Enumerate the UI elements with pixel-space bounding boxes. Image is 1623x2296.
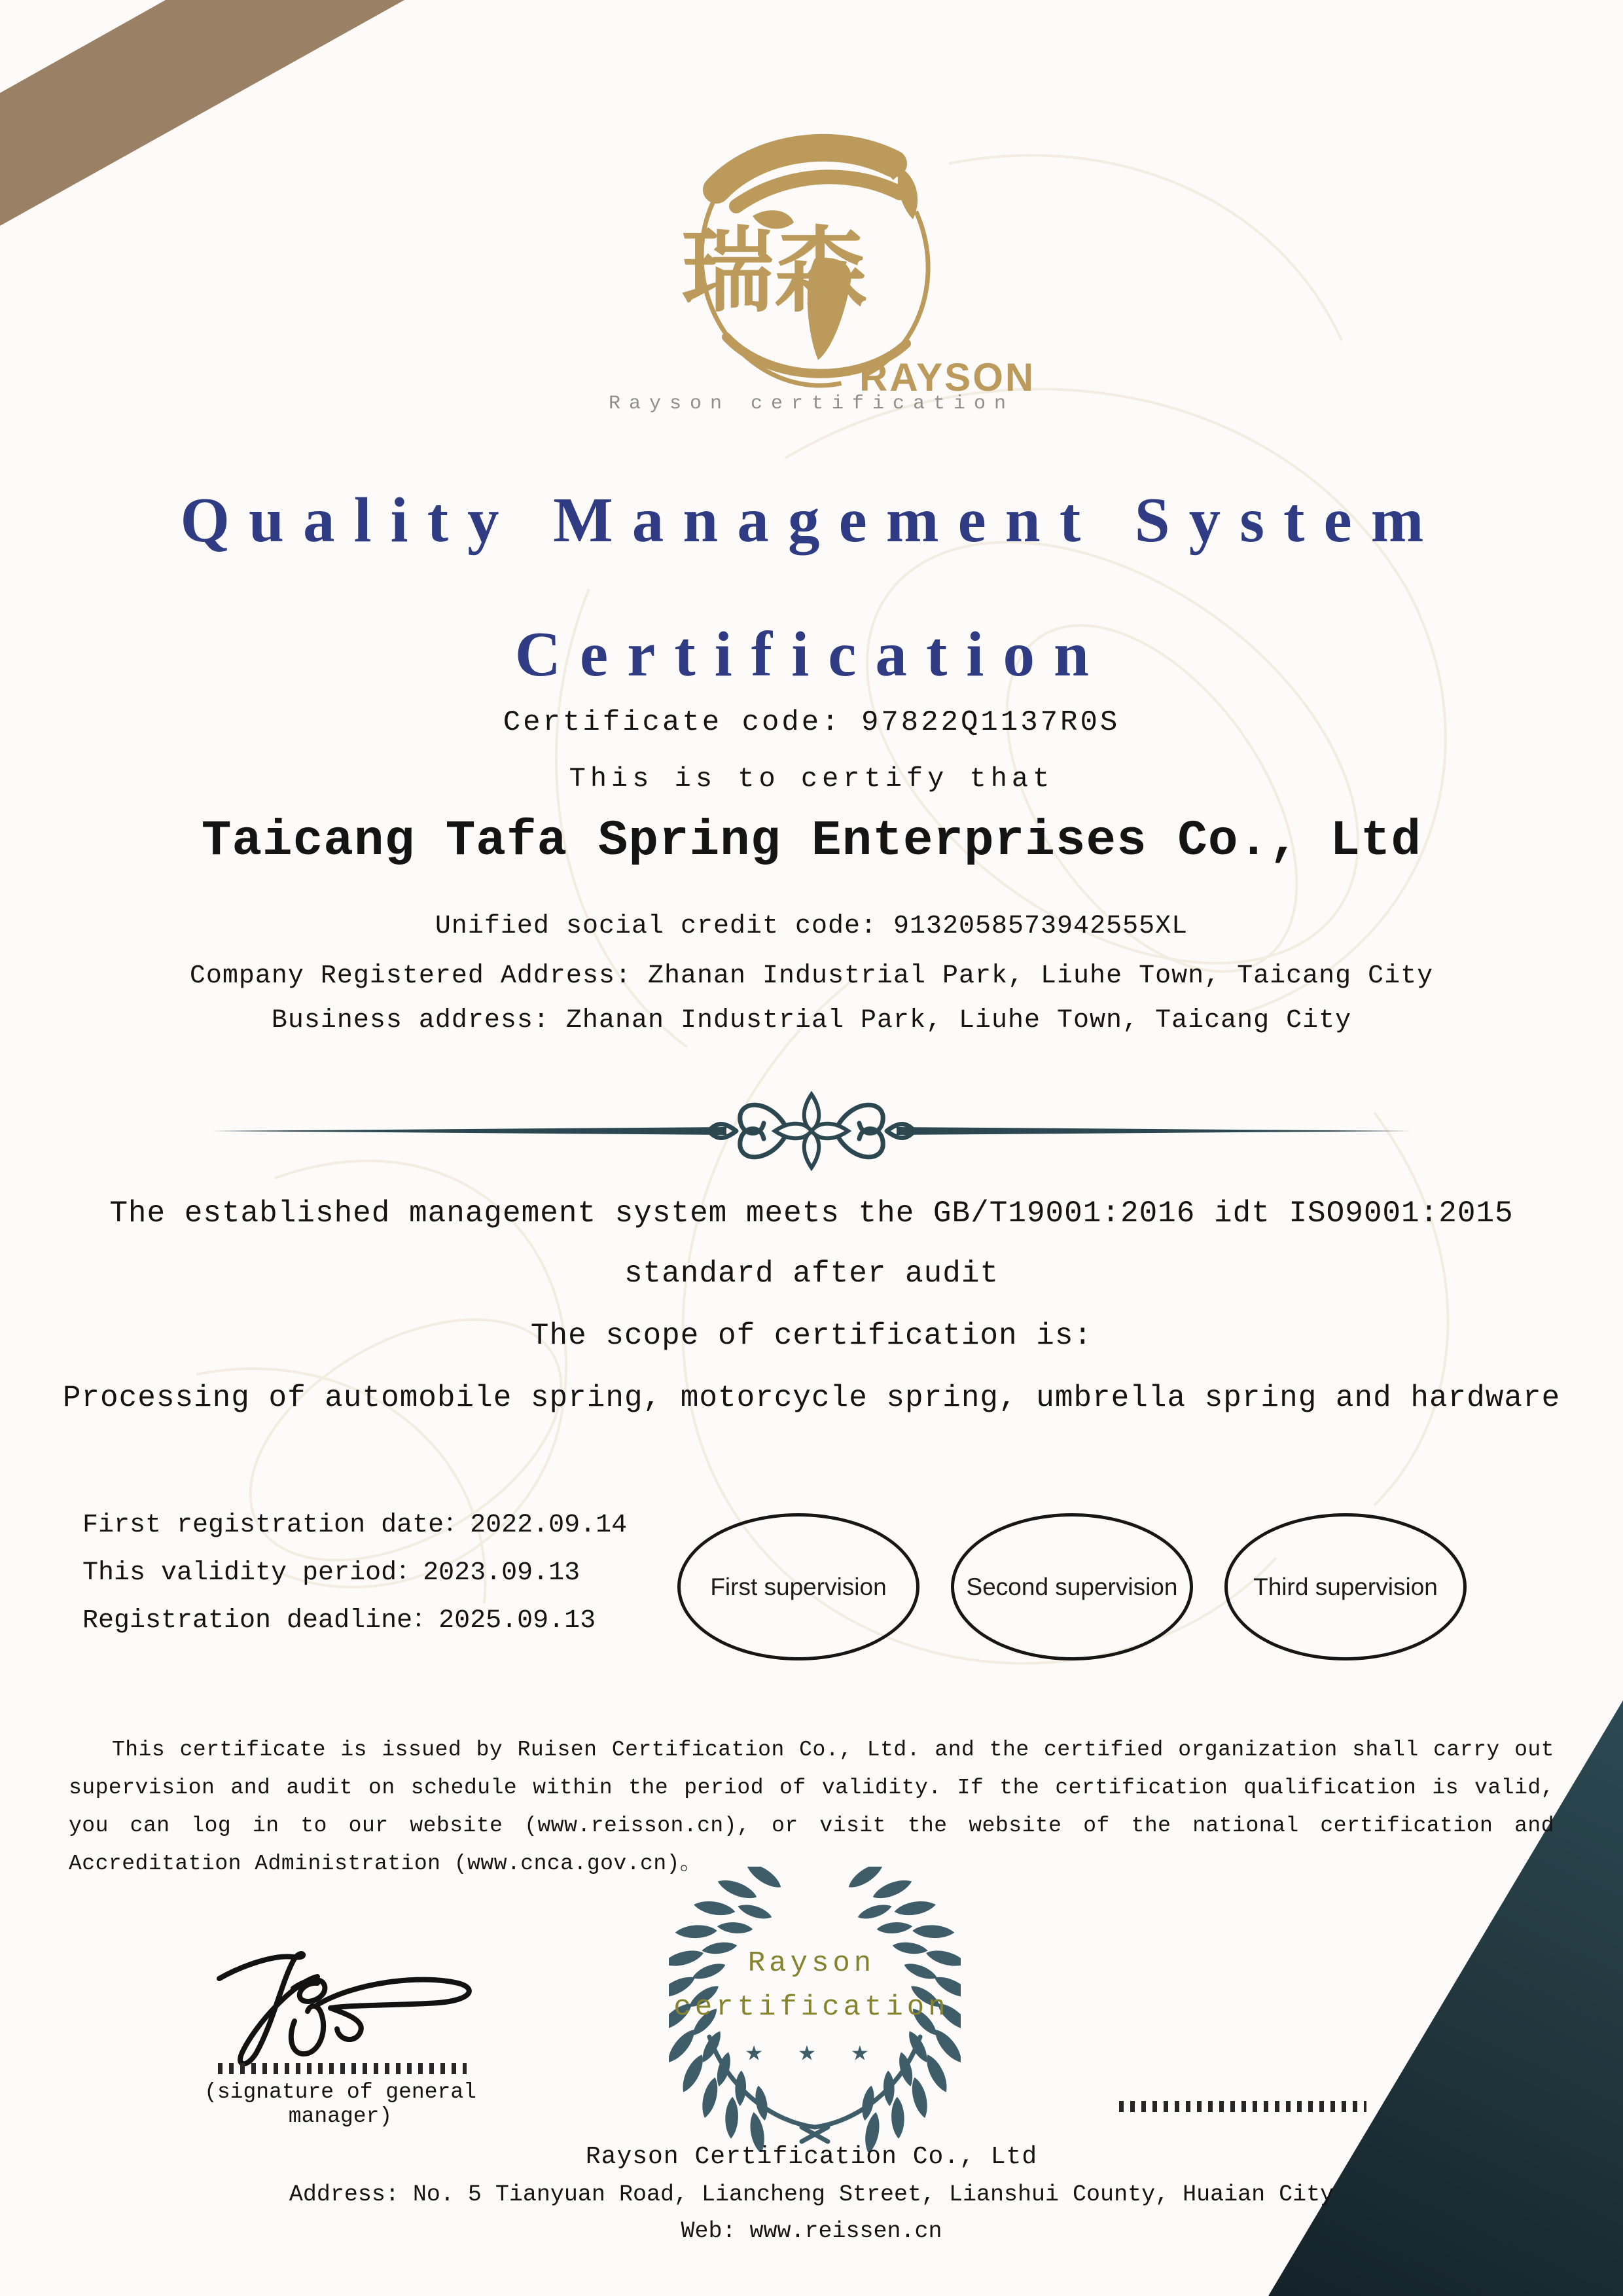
certificate-code: Certificate code: 97822Q1137R0S — [503, 706, 1120, 739]
footer-company: Rayson Certification Co., Ltd — [585, 2143, 1038, 2171]
stamp-dotted-line — [1119, 2101, 1366, 2112]
ornamental-divider — [193, 1080, 1430, 1185]
third-supervision-oval — [1224, 1513, 1467, 1660]
page-title-line2: Certification — [514, 619, 1109, 689]
signature-caption: (signature of general manager) — [204, 2080, 476, 2128]
business-address: Business address: Zhanan Industrial Park, Liuhe Town, Taicang City — [271, 1006, 1352, 1035]
registered-address: Company Registered Address: Zhanan Industrial Park, Liuhe Town, Taicang City — [189, 961, 1434, 991]
logo-chinese-text: 瑞森 — [681, 217, 867, 325]
seal-text-line1: Rayson — [747, 1947, 876, 1980]
rayson-globe-logo — [618, 128, 1037, 403]
company-name: Taicang Tafa Spring Enterprises Co., Ltd — [201, 813, 1422, 869]
first-supervision-oval — [677, 1513, 919, 1660]
statement-line3: The scope of certification is: — [530, 1319, 1093, 1353]
second-supervision-label: Second supervision — [966, 1573, 1178, 1600]
footer-address: Address: No. 5 Tianyuan Road, Liancheng Street, Lianshui County, Huaian City — [289, 2181, 1334, 2208]
fine-print: This certificate is issued by Ruisen Certification Co., Ltd. and the certified organization shall carry out supervision and audit on schedule within the period of validity. If the certification qualification is valid, you can log in to our website (www.reisson.cn), or visit the website of the national certification and Accreditation Administration (www.cnca.gov.cn)。 — [69, 1738, 1554, 1876]
seal-stars: ★ ★ ★ — [745, 2037, 878, 2070]
first-supervision-label: First supervision — [710, 1573, 887, 1600]
footer-web: Web: www.reissen.cn — [681, 2218, 942, 2244]
statement-line4: Processing of automobile spring, motorcycle spring, umbrella spring and hardware — [62, 1381, 1561, 1415]
logo-caption: Rayson certification — [608, 393, 1015, 415]
statement-line1: The established management system meets the GB/T19001:2016 idt ISO9001:2015 — [109, 1196, 1514, 1230]
seal-text-line2: certification — [673, 1991, 950, 2024]
page-title-line1: Quality Management System — [180, 485, 1443, 555]
validity-period: This validity period：2023.09.13 — [82, 1558, 580, 1588]
third-supervision-label: Third supervision — [1253, 1573, 1438, 1600]
second-supervision-oval — [951, 1513, 1193, 1660]
logo-latin-text: RAYSON — [859, 355, 1036, 399]
first-registration-date: First registration date：2022.09.14 — [82, 1511, 628, 1540]
certify-line: This is to certify that — [569, 763, 1054, 795]
unified-social-credit-code: Unified social credit code: 9132058573942555XL — [435, 912, 1188, 941]
registration-deadline: Registration deadline：2025.09.13 — [82, 1606, 596, 1636]
statement-line2: standard after audit — [624, 1257, 999, 1291]
